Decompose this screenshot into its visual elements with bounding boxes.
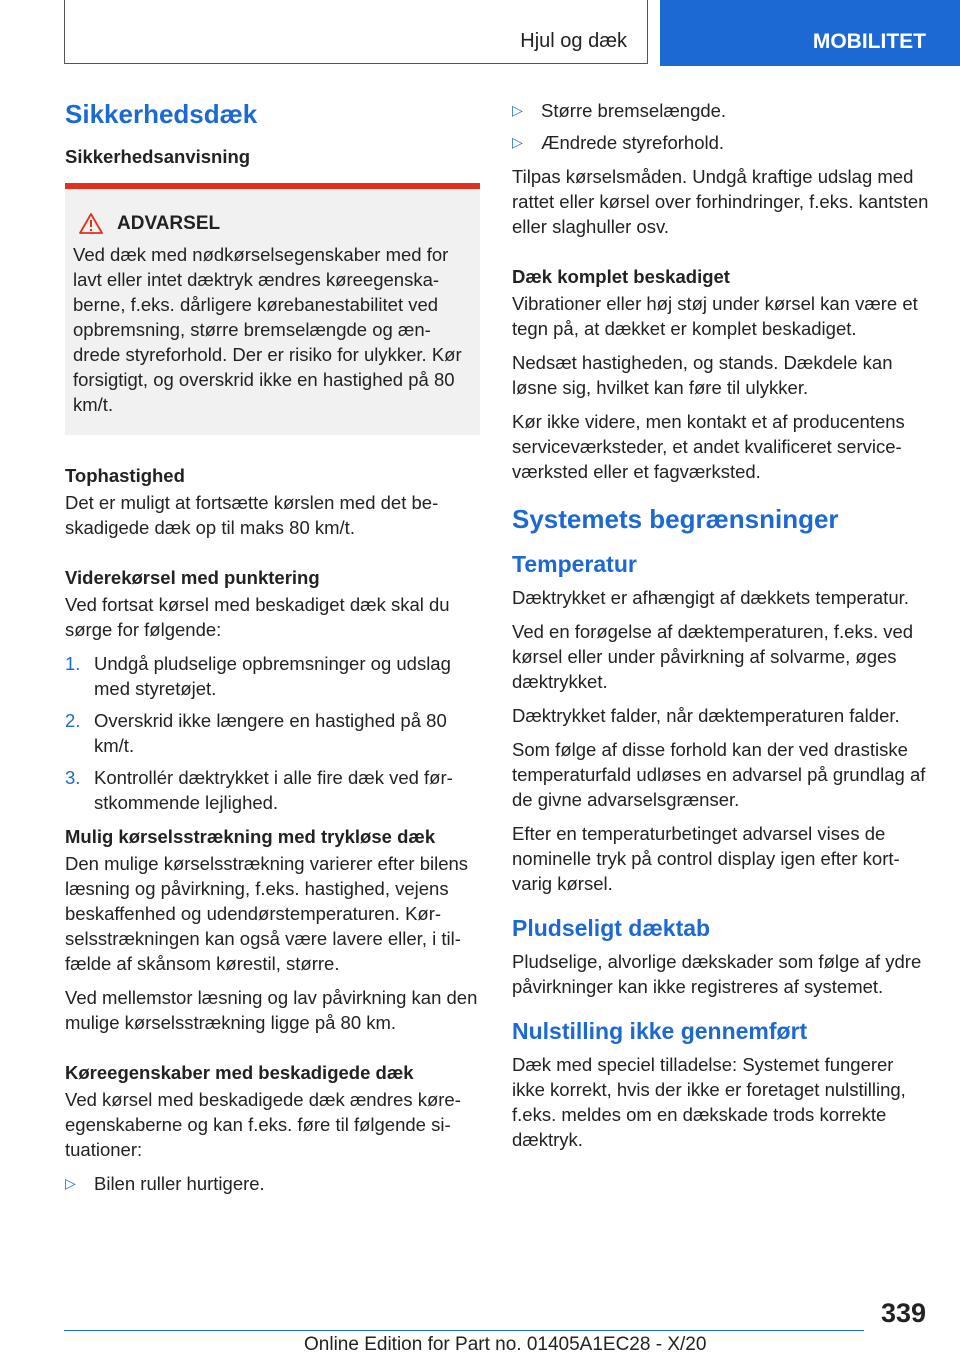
bullet-text: Større bremselængde.	[541, 100, 727, 121]
list-item	[65, 708, 480, 758]
header-chapter-tab	[660, 0, 960, 66]
step-number: 2.	[65, 710, 81, 731]
paragraph-damaged-1: Vibrationer eller høj støj under kørsel kan være et tegn på, at dækket er komplet beskadiget.	[512, 293, 918, 339]
bullet-text: Ændrede styreforhold.	[541, 132, 725, 153]
paragraph-temp-4: Som følge af disse forhold kan der ved drastiske temperaturfald udløses en advarsel på grundlag af de givne advarselsgrænser.	[512, 739, 926, 810]
step-text: Undgå pludselige opbremsninger og udslag med styretøjet.	[94, 653, 451, 699]
header-chapter-title: MOBILITET	[812, 30, 926, 53]
left-column	[65, 98, 480, 1205]
warning-triangle-icon	[79, 213, 103, 234]
list-item	[65, 765, 480, 815]
paragraph-temp-3: Dæktrykket falder, når dæktemperaturen falder.	[512, 705, 900, 726]
heading-damaged: Dæk komplet beskadiget	[512, 266, 730, 287]
paragraph-adjust: Tilpas kørselsmåden. Undgå kraftige udslag med rattet eller kørsel over forhindringer, f.eks. kantsten eller slaghuller osv.	[512, 166, 929, 237]
bullet-list-right	[512, 98, 930, 155]
paragraph-reset: Dæk med speciel tilladelse: Systemet fungerer ikke korrekt, hvis der ikke er foretaget nulstilling, f.eks. meldes om en dækskade trods korrekte dæktryk.	[512, 1054, 906, 1150]
bullet-text: Bilen ruller hurtigere.	[94, 1173, 265, 1194]
heading-puncture: Viderekørsel med punktering	[65, 567, 320, 588]
heading-sikkerhedsdaek: Sikkerhedsdæk	[65, 99, 258, 129]
paragraph-top-speed: Det er muligt at fortsætte kørslen med det beskadigede dæk op til maks 80 km/t.	[65, 492, 439, 538]
triangle-right-icon: ▷	[512, 102, 523, 118]
paragraph-temp-5: Efter en temperaturbetinget advarsel vises de nominelle tryk på control display igen efter kortvarig kørsel.	[512, 823, 900, 894]
paragraph-range-2: Ved mellemstor læsning og lav påvirkning kan den mulige kørselsstrækning ligge på 80 km.	[65, 987, 478, 1033]
list-item	[512, 130, 930, 155]
paragraph-sudden-loss: Pludselige, alvorlige dækskader som følge af ydre påvirkninger kan ikke registreres af systemet.	[512, 951, 922, 997]
heading-reset: Nulstilling ikke gennemført	[512, 1018, 808, 1044]
warning-title: ADVARSEL	[117, 213, 221, 234]
right-column	[512, 98, 930, 1161]
warning-box	[65, 183, 480, 435]
paragraph-damaged-3: Kør ikke videre, men kontakt et af producentens serviceværksteder, et andet kvalificeret serviceværksted eller et fagværksted.	[512, 411, 905, 482]
footer-edition: Online Edition for Part no. 01405A1EC28 - X/20	[304, 1334, 707, 1355]
heading-temperature: Temperatur	[512, 551, 637, 577]
paragraph-temp-2: Ved en forøgelse af dæktemperaturen, f.eks. ved kørsel eller under påvirkning af solvarme, øges dæktrykket.	[512, 621, 914, 692]
step-number: 3.	[65, 767, 81, 788]
page-header	[0, 0, 960, 66]
heading-system-limits: Systemets begrænsninger	[512, 504, 839, 534]
list-item	[512, 98, 930, 123]
step-text: Overskrid ikke længere en hastighed på 80 km/t.	[94, 710, 447, 756]
bullet-list-left	[65, 1171, 480, 1196]
triangle-right-icon: ▷	[512, 134, 523, 150]
heading-driving: Køreegenskaber med beskadigede dæk	[65, 1062, 414, 1083]
heading-range: Mulig kørselsstrækning med trykløse dæk	[65, 826, 436, 847]
warning-text: Ved dæk med nødkørselsegenskaber med for lavt eller intet dæktryk ændres køreegenskaberne, f.eks. dårligere kørebanestabilitet ved opbremsning, større bremselængde og ændrede styreforhold. Der er risiko for ulykker. Kør forsigtigt, og overskrid ikke en hastighed på 80 km/t.	[73, 244, 462, 415]
steps-list	[65, 651, 480, 815]
heading-sudden-loss: Pludseligt dæktab	[512, 915, 711, 941]
heading-safety: Sikkerhedsanvisning	[65, 146, 251, 167]
paragraph-range-1: Den mulige kørselsstrækning varierer efter bilens læsning og påvirkning, f.eks. hastighed, vejens beskaffenhed og udendørstemperaturen. Kørselsstrækningen kan også være lavere eller, i tilfælde af skånsom kørestil, større.	[65, 853, 469, 974]
paragraph-damaged-2: Nedsæt hastigheden, og stands. Dækdele kan løsne sig, hvilket kan føre til ulykker.	[512, 352, 893, 398]
triangle-right-icon: ▷	[65, 1175, 76, 1191]
heading-tophastighed: Tophastighed	[65, 465, 185, 486]
step-number: 1.	[65, 653, 81, 674]
header-section-title: Hjul og dæk	[520, 30, 627, 52]
page-number: 339	[880, 1298, 926, 1328]
paragraph-puncture: Ved fortsat kørsel med beskadiget dæk skal du sørge for følgende:	[65, 594, 450, 640]
header-section-box	[64, 0, 648, 64]
paragraph-driving: Ved kørsel med beskadigede dæk ændres køreegenskaberne og kan f.eks. føre til følgende situationer:	[65, 1089, 461, 1160]
paragraph-temp-1: Dæktrykket er afhængigt af dækkets temperatur.	[512, 587, 909, 608]
warning-title-row	[73, 211, 468, 236]
list-item	[65, 651, 480, 701]
list-item	[65, 1171, 480, 1196]
step-text: Kontrollér dæktrykket i alle fire dæk ved førstkommende lejlighed.	[94, 767, 453, 813]
footer-divider	[64, 1330, 864, 1331]
